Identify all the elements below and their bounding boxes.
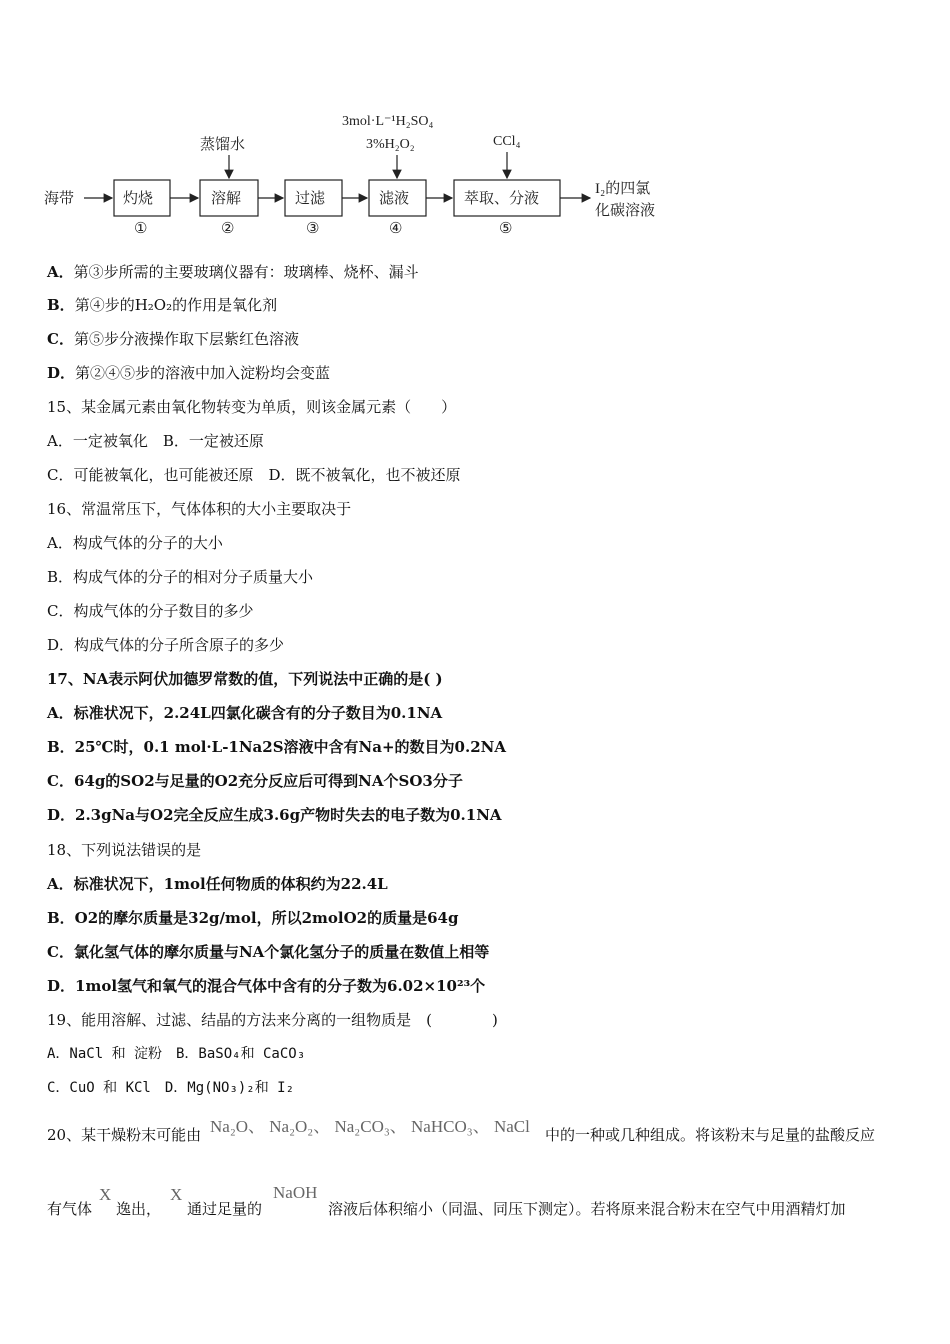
diagram-end-2: 化碳溶液 [595,203,656,219]
q15-row2: C．可能被氧化，也可能被还原 D．既不被氧化，也不被还原 [47,466,461,484]
box-4-label: 滤液 [379,191,410,207]
q15-row1: A．一定被氧化 B．一定被还原 [47,432,264,450]
q18-option-b: B．O2的摩尔质量是32g/mol，所以2molO2的质量是64g [47,909,459,927]
q16-stem: 16、常温常压下，气体体积的大小主要取决于 [47,500,352,518]
reagent-water: 蒸馏水 [200,137,246,153]
step-num-1: ① [134,221,148,237]
q19-row2: C．CuO 和 KCl D．Mg(NO₃)₂和 I₂ [47,1080,295,1096]
q17-option-a: A．标准状况下，2.24L四氯化碳含有的分子数目为0.1NA [47,704,443,722]
q14-option-a: A．第③步所需的主要玻璃仪器有：玻璃棒、烧杯、漏斗 [47,263,419,281]
q16-option-c: C．构成气体的分子数目的多少 [47,602,254,620]
q20-stem-mid: 中的一种或几种组成。将该粉末与足量的盐酸反应 [545,1126,876,1144]
q20-x-1: X [99,1185,112,1204]
q20-line2-c: 通过足量的 [187,1200,263,1218]
reagent-ccl4: CCl₄ [493,134,521,149]
diagram-start: 海带 [44,191,75,207]
box-2-label: 溶解 [211,191,242,207]
q19-stem: 19、能用溶解、过滤、结晶的方法来分离的一组物质是 ( ) [47,1011,498,1029]
q17-stem: 17、NA表示阿伏加德罗常数的值，下列说法中正确的是( ) [47,670,443,688]
step-num-3: ③ [306,221,320,237]
q16-option-b: B．构成气体的分子的相对分子质量大小 [47,568,314,586]
step-num-2: ② [221,221,235,237]
formula-na2o: Na₂O [210,1117,249,1136]
formula-nacl: NaCl [493,1117,530,1136]
q17-option-b: B．25℃时，0.1 mol·L-1Na2S溶液中含有Na+的数目为0.2NA [47,738,506,756]
q20-x-2: X [170,1185,183,1204]
step-num-4: ④ [389,221,403,237]
q20-line2-a: 有气体 [47,1200,93,1218]
q17-option-d: D．2.3gNa与O2完全反应生成3.6g产物时失去的电子数为0.1NA [47,806,502,824]
q16-option-d: D．构成气体的分子所含原子的多少 [47,636,285,654]
q19-row1: A．NaCl 和 淀粉 B．BaSO₄和 CaCO₃ [47,1046,306,1062]
formula-na2co3: Na₂CO₃ [334,1117,390,1136]
step-num-5: ⑤ [499,221,513,237]
q14-option-b: B．第④步的H₂O₂的作用是氧化剂 [47,296,278,314]
q18-option-a: A．标准状况下，1mol任何物质的体积约为22.4L [47,875,388,893]
q20-formulas: Na₂O、 Na₂O₂、 Na₂CO₃、 NaHCO₃、 NaCl [210,1117,530,1136]
box-5-label: 萃取、分液 [464,191,540,207]
flow-diagram [40,105,670,240]
formula-nahco3: NaHCO₃ [411,1117,473,1136]
box-3-label: 过滤 [295,191,326,207]
q17-option-c: C．64g的SO2与足量的O2充分反应后可得到NA个SO3分子 [47,772,463,790]
q16-option-a: A．构成气体的分子的大小 [47,534,223,552]
q18-option-c: C．氯化氢气体的摩尔质量与NA个氯化氢分子的质量在数值上相等 [47,943,490,961]
q20-line2-d: 溶液后体积缩小（同温、同压下测定）。若将原来混合粉末在空气中用酒精灯加 [328,1200,846,1218]
q14-option-d: D．第②④⑤步的溶液中加入淀粉均会变蓝 [47,364,331,382]
q15-stem: 15、某金属元素由氧化物转变为单质，则该金属元素（ ） [47,398,457,416]
reagent-acid: 3mol·L⁻¹H₂SO₄ [342,114,434,129]
q20-naoh: NaOH [273,1183,318,1202]
diagram-end-1: I₂的四氯 [595,181,651,197]
formula-na2o2: Na₂O₂ [269,1117,314,1136]
q20-line2-b: 逸出， [116,1200,162,1218]
q18-stem: 18、下列说法错误的是 [47,841,202,859]
q14-option-c: C．第⑤步分液操作取下层紫红色溶液 [47,330,299,348]
q18-option-d: D．1mol氢气和氧气的混合气体中含有的分子数为6.02×10²³个 [47,977,486,995]
box-1-label: 灼烧 [123,191,154,207]
q20-stem-prefix: 20、某干燥粉末可能由 [47,1126,202,1144]
reagent-h2o2: 3%H₂O₂ [366,137,415,152]
